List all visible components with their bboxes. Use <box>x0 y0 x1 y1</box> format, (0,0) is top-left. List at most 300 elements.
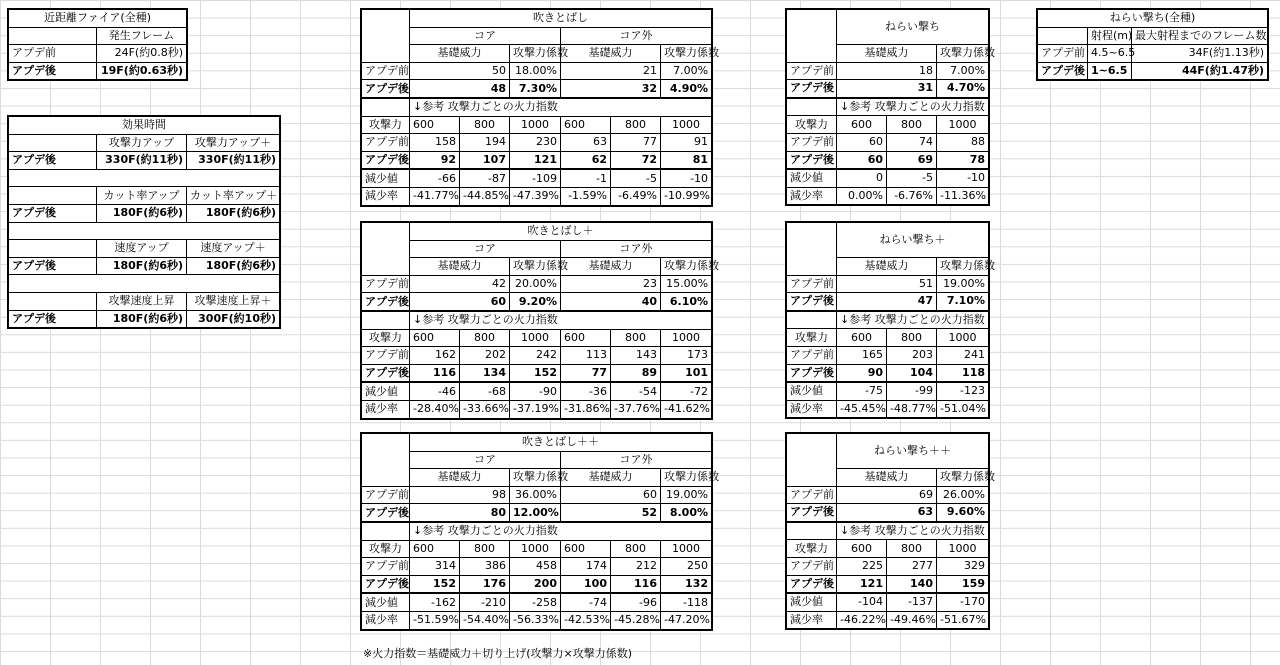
fire-value: 104 <box>887 364 937 382</box>
base-power-header: 基礎威力 <box>561 258 661 276</box>
outer-after-coef: 4.90% <box>661 80 712 98</box>
atk-value: 600 <box>410 329 460 347</box>
before-coef: 26.00% <box>937 486 989 504</box>
after-base: 47 <box>837 293 937 311</box>
after-coef: 7.10% <box>937 293 989 311</box>
diff-value: -68 <box>460 382 510 400</box>
diff-value: -123 <box>937 382 989 400</box>
fire-value: 132 <box>661 575 712 593</box>
diff-value: -162 <box>410 593 460 611</box>
fire-value: 173 <box>661 347 712 365</box>
fire-value: 100 <box>561 575 611 593</box>
duration-header: 速度アップ <box>97 240 187 258</box>
atk-value: 1000 <box>661 329 712 347</box>
fukitobashi-table <box>361 9 719 206</box>
outer-header: コア外 <box>561 240 712 258</box>
atk-coef-header: 攻撃力係数 <box>661 45 712 63</box>
duration-value: 180F(約6秒) <box>187 204 280 222</box>
diff-value: -10 <box>661 169 712 187</box>
fire-value: 230 <box>510 134 561 152</box>
nerai-block <box>786 9 995 205</box>
fukitobashi-table <box>361 222 719 419</box>
fire-value: 241 <box>937 346 989 364</box>
atk-coef-header: 攻撃力係数 <box>937 469 989 487</box>
rate-value: -33.66% <box>460 400 510 418</box>
duration-header: 攻撃力アップ＋ <box>187 134 280 152</box>
diff-value: -75 <box>837 382 887 400</box>
after-base: 31 <box>837 80 937 98</box>
rate-value: -6.76% <box>887 187 937 205</box>
atk-label: 攻撃力 <box>362 540 410 558</box>
fire-value: 90 <box>837 364 887 382</box>
nerai-table <box>786 222 995 418</box>
row-label-before: アプデ前 <box>1038 45 1088 63</box>
atk-coef-header: 攻撃力係数 <box>661 469 712 487</box>
fire-value: 62 <box>561 151 611 169</box>
outer-after-base: 52 <box>561 504 661 522</box>
diff-value: -210 <box>460 593 510 611</box>
duration-value: 180F(約6秒) <box>97 310 187 328</box>
duration-header: 攻撃速度上昇＋ <box>187 292 280 310</box>
core-header: コア <box>410 451 561 469</box>
fire-value: 113 <box>561 347 611 365</box>
atk-value: 800 <box>460 540 510 558</box>
duration-value: 300F(約10秒) <box>187 310 280 328</box>
row-label-after: アプデ後 <box>9 62 97 80</box>
core-before-coef: 20.00% <box>510 275 561 293</box>
base-power-header: 基礎威力 <box>561 45 661 63</box>
row-label-after: アプデ後 <box>9 310 97 328</box>
fire-value: 107 <box>460 151 510 169</box>
rate-value: -28.40% <box>410 400 460 418</box>
row-label-before: アプデ前 <box>787 275 837 293</box>
row-label-diff: 減少値 <box>787 593 837 611</box>
fire-value: 200 <box>510 575 561 593</box>
diff-value: -137 <box>887 593 937 611</box>
row-label-after: アプデ後 <box>362 293 410 311</box>
diff-value: -72 <box>661 382 712 400</box>
outer-before-coef: 7.00% <box>661 62 712 80</box>
frames-before: 34F(約1.13秒) <box>1132 45 1268 63</box>
row-label-diff: 減少値 <box>362 593 410 611</box>
fire-value: 60 <box>837 151 887 169</box>
row-label-before: アプデ前 <box>362 275 410 293</box>
nerai-plus-block <box>786 222 995 418</box>
fukitobashi-title: 吹きとばし＋＋ <box>410 434 712 452</box>
fire-value: 159 <box>937 575 989 593</box>
after-coef: 4.70% <box>937 80 989 98</box>
core-before-coef: 36.00% <box>510 486 561 504</box>
core-before-base: 50 <box>410 62 510 80</box>
outer-header: コア外 <box>561 451 712 469</box>
row-label-after: アプデ後 <box>9 204 97 222</box>
fire-value: 152 <box>510 364 561 382</box>
diff-value: -118 <box>661 593 712 611</box>
row-label-before: アプデ前 <box>362 134 410 152</box>
fukitobashi-table <box>361 433 719 630</box>
row-label-after: アプデ後 <box>1038 62 1088 80</box>
row-label-diff: 減少値 <box>362 382 410 400</box>
fire-value: 74 <box>887 133 937 151</box>
duration-value: 180F(約6秒) <box>97 204 187 222</box>
fire-value: 143 <box>611 347 661 365</box>
base-power-header: 基礎威力 <box>410 469 510 487</box>
fire-value: 121 <box>510 151 561 169</box>
duration-header: カット率アップ <box>97 187 187 205</box>
atk-value: 800 <box>611 540 661 558</box>
fire-value: 152 <box>410 575 460 593</box>
fire-value: 176 <box>460 575 510 593</box>
fire-value: 77 <box>561 364 611 382</box>
core-after-coef: 7.30% <box>510 80 561 98</box>
diff-value: -87 <box>460 169 510 187</box>
fire-value: 121 <box>837 575 887 593</box>
fire-value: 118 <box>937 364 989 382</box>
ref-title: ↓参考 攻撃力ごとの火力指数 <box>410 98 712 116</box>
close-fire-before: 24F(約0.8秒) <box>97 45 187 63</box>
nerai-all-block <box>1037 9 1268 80</box>
rate-value: -1.59% <box>561 187 611 205</box>
row-label-rate: 減少率 <box>362 611 410 629</box>
row-label-after: アプデ後 <box>9 257 97 275</box>
core-before-base: 42 <box>410 275 510 293</box>
fire-value: 116 <box>410 364 460 382</box>
atk-value: 800 <box>611 116 661 134</box>
atk-label: 攻撃力 <box>362 329 410 347</box>
atk-value: 800 <box>460 116 510 134</box>
core-after-base: 48 <box>410 80 510 98</box>
rate-value: -49.46% <box>887 611 937 629</box>
outer-before-base: 60 <box>561 486 661 504</box>
diff-value: -66 <box>410 169 460 187</box>
atk-value: 600 <box>410 540 460 558</box>
fire-value: 242 <box>510 347 561 365</box>
fire-value: 77 <box>611 134 661 152</box>
atk-value: 1000 <box>937 116 989 134</box>
atk-value: 1000 <box>661 116 712 134</box>
outer-before-coef: 15.00% <box>661 275 712 293</box>
rate-value: -56.33% <box>510 611 561 629</box>
row-label-after: アプデ後 <box>362 575 410 593</box>
fire-value: 225 <box>837 557 887 575</box>
before-base: 51 <box>837 275 937 293</box>
atk-value: 800 <box>460 329 510 347</box>
diff-value: -104 <box>837 593 887 611</box>
fire-value: 69 <box>887 151 937 169</box>
row-label-after: アプデ後 <box>362 504 410 522</box>
rate-value: -37.19% <box>510 400 561 418</box>
diff-value: 0 <box>837 169 887 187</box>
atk-coef-header: 攻撃力係数 <box>661 258 712 276</box>
fire-value: 212 <box>611 558 661 576</box>
outer-header: コア外 <box>561 27 712 45</box>
row-label-after: アプデ後 <box>787 151 837 169</box>
row-label-before: アプデ前 <box>787 62 837 80</box>
diff-value: -5 <box>611 169 661 187</box>
diff-value: -96 <box>611 593 661 611</box>
core-after-coef: 9.20% <box>510 293 561 311</box>
row-label-diff: 減少値 <box>787 382 837 400</box>
range-after: 1~6.5 <box>1088 62 1132 80</box>
fire-value: 89 <box>611 364 661 382</box>
core-after-coef: 12.00% <box>510 504 561 522</box>
rate-value: -10.99% <box>661 187 712 205</box>
rate-value: -11.36% <box>937 187 989 205</box>
row-label-before: アプデ前 <box>362 62 410 80</box>
atk-label: 攻撃力 <box>787 540 837 558</box>
rate-value: -31.86% <box>561 400 611 418</box>
diff-value: -109 <box>510 169 561 187</box>
fire-value: 72 <box>611 151 661 169</box>
base-power-header: 基礎威力 <box>837 45 937 63</box>
fire-value: 314 <box>410 558 460 576</box>
nerai-title: ねらい撃ち <box>837 10 989 45</box>
fire-value: 81 <box>661 151 712 169</box>
atk-coef-header: 攻撃力係数 <box>510 469 561 487</box>
range-before: 4.5~6.5 <box>1088 45 1132 63</box>
fire-value: 203 <box>887 346 937 364</box>
row-label-diff: 減少値 <box>362 169 410 187</box>
row-label-before: アプデ前 <box>787 557 837 575</box>
rate-value: -51.59% <box>410 611 460 629</box>
diff-value: -46 <box>410 382 460 400</box>
atk-label: 攻撃力 <box>787 329 837 347</box>
fire-value: 101 <box>661 364 712 382</box>
row-label-after: アプデ後 <box>787 293 837 311</box>
core-header: コア <box>410 27 561 45</box>
row-label-after: アプデ後 <box>787 364 837 382</box>
fire-value: 458 <box>510 558 561 576</box>
nerai-title: ねらい撃ち＋＋ <box>837 434 989 469</box>
core-after-base: 80 <box>410 504 510 522</box>
rate-value: -44.85% <box>460 187 510 205</box>
nerai-all-title: ねらい撃ち(全種) <box>1038 10 1268 28</box>
fire-value: 116 <box>611 575 661 593</box>
fire-value: 162 <box>410 347 460 365</box>
rate-value: -48.77% <box>887 400 937 418</box>
row-label-rate: 減少率 <box>787 611 837 629</box>
rate-value: -41.62% <box>661 400 712 418</box>
before-base: 18 <box>837 62 937 80</box>
duration-value: 180F(約6秒) <box>97 257 187 275</box>
outer-after-base: 32 <box>561 80 661 98</box>
after-coef: 9.60% <box>937 504 989 522</box>
before-coef: 7.00% <box>937 62 989 80</box>
base-power-header: 基礎威力 <box>837 258 937 276</box>
atk-value: 800 <box>611 329 661 347</box>
frames-header: 最大射程までのフレーム数 <box>1132 27 1268 45</box>
base-power-header: 基礎威力 <box>837 469 937 487</box>
rate-value: -54.40% <box>460 611 510 629</box>
range-header: 射程(m) <box>1088 27 1132 45</box>
spacer-row <box>9 222 280 240</box>
rate-value: -6.49% <box>611 187 661 205</box>
duration-value: 180F(約6秒) <box>187 257 280 275</box>
row-label-after: アプデ後 <box>362 364 410 382</box>
diff-value: -74 <box>561 593 611 611</box>
fire-value: 250 <box>661 558 712 576</box>
nerai-all-table <box>1037 9 1268 80</box>
fire-value: 386 <box>460 558 510 576</box>
fire-value: 329 <box>937 557 989 575</box>
row-label-before: アプデ前 <box>362 558 410 576</box>
atk-coef-header: 攻撃力係数 <box>510 258 561 276</box>
rate-value: -51.04% <box>937 400 989 418</box>
fire-value: 60 <box>837 133 887 151</box>
ref-title: ↓参考 攻撃力ごとの火力指数 <box>837 98 989 116</box>
outer-after-base: 40 <box>561 293 661 311</box>
row-label-rate: 減少率 <box>362 187 410 205</box>
diff-value: -170 <box>937 593 989 611</box>
fire-value: 63 <box>561 134 611 152</box>
fire-value: 174 <box>561 558 611 576</box>
outer-before-base: 23 <box>561 275 661 293</box>
fukitobashi-title: 吹きとばし <box>410 10 712 28</box>
rate-value: -45.45% <box>837 400 887 418</box>
close-fire-title: 近距離ファイア(全種) <box>9 10 187 28</box>
duration-block <box>8 116 280 328</box>
footnote: ※火力指数＝基礎威力＋切り上げ(攻撃力×攻撃力係数) <box>363 647 633 660</box>
base-power-header: 基礎威力 <box>410 45 510 63</box>
diff-value: -258 <box>510 593 561 611</box>
rate-value: 0.00% <box>837 187 887 205</box>
before-base: 69 <box>837 486 937 504</box>
diff-value: -10 <box>937 169 989 187</box>
atk-value: 1000 <box>937 540 989 558</box>
atk-coef-header: 攻撃力係数 <box>510 45 561 63</box>
row-label-after: アプデ後 <box>787 575 837 593</box>
row-label-before: アプデ前 <box>787 486 837 504</box>
base-power-header: 基礎威力 <box>561 469 661 487</box>
atk-coef-header: 攻撃力係数 <box>937 258 989 276</box>
after-base: 63 <box>837 504 937 522</box>
diff-value: -54 <box>611 382 661 400</box>
duration-value: 330F(約11秒) <box>97 152 187 170</box>
diff-value: -99 <box>887 382 937 400</box>
rate-value: -47.20% <box>661 611 712 629</box>
fire-value: 158 <box>410 134 460 152</box>
diff-value: -90 <box>510 382 561 400</box>
atk-label: 攻撃力 <box>362 116 410 134</box>
rate-value: -37.76% <box>611 400 661 418</box>
outer-after-coef: 6.10% <box>661 293 712 311</box>
diff-value: -1 <box>561 169 611 187</box>
close-fire-block <box>8 9 187 80</box>
ref-title: ↓参考 攻撃力ごとの火力指数 <box>837 522 989 540</box>
duration-header: 速度アップ＋ <box>187 240 280 258</box>
fire-value: 140 <box>887 575 937 593</box>
duration-title: 効果時間 <box>9 117 280 135</box>
atk-label: 攻撃力 <box>787 116 837 134</box>
row-label-rate: 減少率 <box>787 400 837 418</box>
atk-value: 1000 <box>510 116 561 134</box>
atk-coef-header: 攻撃力係数 <box>937 45 989 63</box>
fukitobashi-plus-block <box>361 222 719 419</box>
duration-table <box>8 116 280 328</box>
close-fire-table <box>8 9 187 80</box>
atk-value: 1000 <box>937 329 989 347</box>
core-header: コア <box>410 240 561 258</box>
atk-value: 800 <box>887 540 937 558</box>
fire-value: 92 <box>410 151 460 169</box>
atk-value: 600 <box>561 329 611 347</box>
row-label-before: アプデ前 <box>9 45 97 63</box>
nerai-plusplus-block <box>786 433 995 629</box>
row-label-after: アプデ後 <box>362 80 410 98</box>
close-fire-after: 19F(約0.63秒) <box>97 62 187 80</box>
close-fire-header: 発生フレーム <box>97 27 187 45</box>
ref-title: ↓参考 攻撃力ごとの火力指数 <box>837 311 989 329</box>
frames-after: 44F(約1.47秒) <box>1132 62 1268 80</box>
row-label-after: アプデ後 <box>787 80 837 98</box>
atk-value: 1000 <box>510 329 561 347</box>
atk-value: 600 <box>837 329 887 347</box>
duration-value: 330F(約11秒) <box>187 152 280 170</box>
fire-value: 194 <box>460 134 510 152</box>
row-label-after: アプデ後 <box>362 151 410 169</box>
row-label-before: アプデ前 <box>362 347 410 365</box>
duration-header: カット率アップ＋ <box>187 187 280 205</box>
atk-value: 1000 <box>661 540 712 558</box>
duration-header: 攻撃速度上昇 <box>97 292 187 310</box>
fukitobashi-plusplus-block <box>361 433 719 630</box>
atk-value: 800 <box>887 329 937 347</box>
atk-value: 600 <box>561 540 611 558</box>
fire-value: 202 <box>460 347 510 365</box>
nerai-title: ねらい撃ち＋ <box>837 223 989 258</box>
atk-value: 600 <box>561 116 611 134</box>
rate-value: -45.28% <box>611 611 661 629</box>
row-label-rate: 減少率 <box>362 400 410 418</box>
atk-value: 600 <box>410 116 460 134</box>
rate-value: -41.77% <box>410 187 460 205</box>
fire-value: 91 <box>661 134 712 152</box>
base-power-header: 基礎威力 <box>410 258 510 276</box>
row-label-after: アプデ後 <box>9 152 97 170</box>
row-label-before: アプデ前 <box>362 486 410 504</box>
fukitobashi-title: 吹きとばし＋ <box>410 223 712 241</box>
atk-value: 600 <box>837 540 887 558</box>
atk-value: 600 <box>837 116 887 134</box>
rate-value: -42.53% <box>561 611 611 629</box>
outer-before-base: 21 <box>561 62 661 80</box>
spacer-row <box>9 169 280 187</box>
fire-value: 88 <box>937 133 989 151</box>
fire-value: 277 <box>887 557 937 575</box>
row-label-before: アプデ前 <box>787 346 837 364</box>
rate-value: -51.67% <box>937 611 989 629</box>
row-label-before: アプデ前 <box>787 133 837 151</box>
duration-header: 攻撃力アップ <box>97 134 187 152</box>
row-label-after: アプデ後 <box>787 504 837 522</box>
fukitobashi-block <box>361 9 719 206</box>
fire-value: 165 <box>837 346 887 364</box>
diff-value: -5 <box>887 169 937 187</box>
diff-value: -36 <box>561 382 611 400</box>
nerai-table <box>786 9 995 205</box>
rate-value: -46.22% <box>837 611 887 629</box>
fire-value: 78 <box>937 151 989 169</box>
fire-value: 134 <box>460 364 510 382</box>
outer-after-coef: 8.00% <box>661 504 712 522</box>
ref-title: ↓参考 攻撃力ごとの火力指数 <box>410 522 712 540</box>
before-coef: 19.00% <box>937 275 989 293</box>
spacer-row <box>9 275 280 293</box>
row-label-rate: 減少率 <box>787 187 837 205</box>
ref-title: ↓参考 攻撃力ごとの火力指数 <box>410 311 712 329</box>
core-before-base: 98 <box>410 486 510 504</box>
atk-value: 800 <box>887 116 937 134</box>
